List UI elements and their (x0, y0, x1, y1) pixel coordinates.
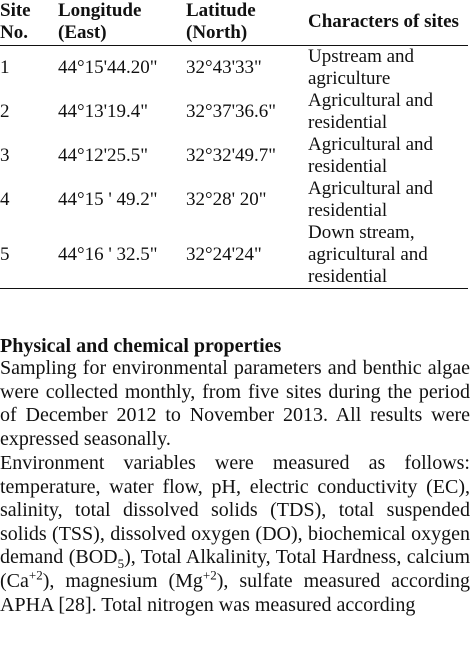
cell-character: Down stream, agricultural and residential (308, 222, 468, 289)
cell-character: Agricultural and residential (308, 89, 434, 133)
cell-latitude: 32°37'36.6" (186, 100, 277, 122)
cell-latitude: 32°24'24" (186, 222, 308, 289)
table-row (0, 134, 468, 178)
header-characters: Characters of sites (308, 0, 468, 45)
sites-table (0, 0, 468, 289)
cell-site: 2 (0, 100, 10, 122)
cell-latitude: 32°43'33" (186, 56, 262, 78)
mg-superscript: +2 (202, 567, 217, 583)
cell-character: Agricultural and residential (308, 133, 434, 177)
table-header-row (0, 0, 468, 45)
cell-longitude: 44°12'25.5" (58, 144, 149, 166)
cell-latitude: 32°28' 20" (186, 188, 267, 210)
header-site-no: Site No. (0, 0, 58, 45)
table-row (0, 178, 468, 222)
cell-site: 3 (0, 144, 10, 166)
cell-character: Agricultural and residential (308, 177, 434, 221)
cell-character: Upstream and agriculture (308, 45, 415, 89)
paragraph-variables: Environment variables were measured as follows: temperature, water flow, pH, electric conductivity (EC), salinity, total dissolved solids (TDS), total suspended solids (TSS), dissolved oxygen (DO), biochemical oxygen demand $(BOD_5)$, Total Alkalinity, Total Hardness, calcium $(Ca^{+2})$, magnesium $(Mg^{+2})$, sulfate measured according APHA [28]. Total nitrogen was measured according (0, 452, 471, 616)
cell-longitude: 44°15'44.20" (58, 56, 158, 78)
cell-longitude: 44°16 ' 32.5" (58, 222, 186, 289)
table-row (0, 90, 468, 134)
cell-longitude: 44°15 ' 49.2" (58, 188, 158, 210)
section-heading: Physical and chemical properties (0, 335, 282, 357)
cell-site: 4 (0, 188, 10, 210)
bod-subscript: 5 (117, 556, 125, 572)
cell-longitude: 44°13'19.4" (58, 100, 149, 122)
paragraph-sampling: Sampling for environmental parameters and benthic algae were collected monthly, from five sites during the period of December 2012 to November 2013. All results were expressed seasonally. (0, 357, 470, 450)
ca-superscript: +2 (28, 567, 43, 583)
cell-site: 5 (0, 222, 58, 289)
header-latitude: Latitude (North) (186, 0, 308, 45)
table-row (0, 222, 468, 289)
cell-site: 1 (0, 56, 10, 78)
cell-latitude: 32°32'49.7" (186, 144, 277, 166)
header-longitude: Longitude (East) (58, 0, 186, 45)
table-row (0, 45, 468, 90)
